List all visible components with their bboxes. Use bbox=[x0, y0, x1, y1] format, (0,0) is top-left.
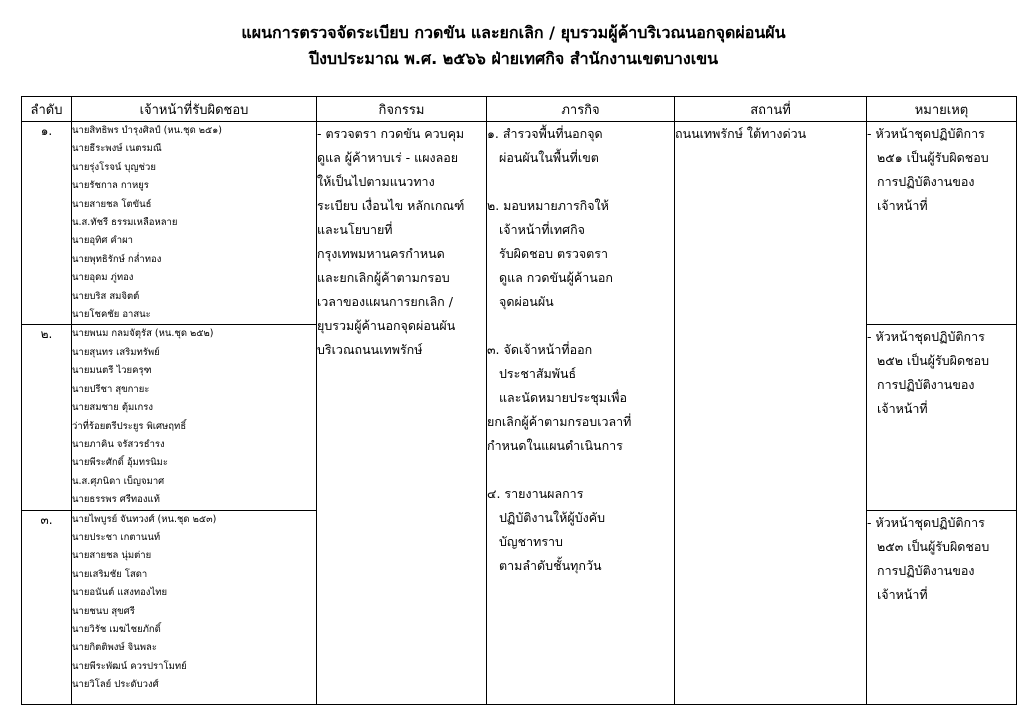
column-header-mission: ภารกิจ bbox=[487, 97, 675, 122]
staff-list bbox=[72, 122, 316, 324]
staff-cell bbox=[72, 122, 317, 325]
staff-name: นายพีระศักดิ์ อุ้มทรนิมะ bbox=[72, 457, 169, 469]
mission-line: ดูแล กวดขันผู้ค้านอก bbox=[499, 270, 613, 285]
mission-line: ๓. จัดเจ้าหน้าที่ออก bbox=[487, 342, 593, 357]
staff-name: นายสุนทร เสริมทรัพย์ bbox=[72, 346, 160, 358]
table-header-row bbox=[22, 97, 1017, 122]
location-cell: ถนนเทพรักษ์ ใต้ทางด่วน bbox=[675, 122, 867, 705]
staff-name: นายไพบูรย์ จันทวงศ์ (หน.ชุด ๒๕๓) bbox=[72, 513, 217, 525]
staff-name: นายบริส สมจิตต์ bbox=[72, 290, 140, 302]
staff-list bbox=[72, 325, 316, 509]
note-cell bbox=[867, 510, 1017, 704]
staff-name: นายสายชล นุ่มต่าย bbox=[72, 550, 152, 562]
note-line: - หัวหน้าชุดปฏิบัติการ bbox=[867, 514, 985, 530]
row-number: ๓. bbox=[22, 510, 72, 704]
mission-line: ปฏิบัติงานให้ผู้บังคับ bbox=[499, 510, 606, 525]
activity-cell bbox=[317, 122, 487, 705]
mission-item bbox=[487, 122, 674, 170]
document-subtitle: ปีงบประมาณ พ.ศ. ๒๕๖๖ ฝ่ายเทศกิจ สำนักงานเขตบางเขน bbox=[308, 49, 719, 68]
activity-line: และนโยบายที่ bbox=[317, 222, 393, 237]
mission-item bbox=[487, 194, 674, 314]
staff-name: น.ส.ทัชรี ธรรมเหลือหลาย bbox=[72, 217, 178, 229]
note-line: เจ้าหน้าที่ bbox=[877, 198, 928, 213]
activity-line: และยกเลิกผู้ค้าตามกรอบ bbox=[317, 270, 450, 285]
staff-name: น.ส.ศุภนิดา เบ็ญจมาศ bbox=[72, 475, 165, 487]
mission-line: บัญชาทราบ bbox=[499, 534, 563, 549]
activity-line: ให้เป็นไปตามแนวทาง bbox=[317, 174, 435, 189]
activity-line: - ตรวจตรา กวดขัน ควบคุม bbox=[317, 126, 465, 141]
staff-name: นายอุทิศ คำผา bbox=[72, 235, 134, 247]
note-line: ๒๕๓ เป็นผู้รับผิดชอบ bbox=[877, 538, 990, 554]
mission-line: ๔. รายงานผลการ bbox=[487, 486, 584, 501]
column-header-activity: กิจกรรม bbox=[317, 97, 487, 122]
staff-name: นายมนตรี ไวยครุฑ bbox=[72, 365, 152, 377]
staff-name: นายปรีชา สุขกายะ bbox=[72, 383, 150, 395]
row-number: ๒. bbox=[22, 325, 72, 510]
mission-line: เจ้าหน้าที่เทศกิจ bbox=[499, 222, 585, 237]
row-number: ๑. bbox=[22, 122, 72, 325]
staff-name: ว่าที่ร้อยตรีประยูร พิเศษฤทธิ์ bbox=[72, 420, 187, 432]
activity-line: ระเบียบ เงื่อนไข หลักเกณฑ์ bbox=[317, 198, 465, 213]
staff-name: นายพีระพัฒน์ ควรปราโมทย์ bbox=[72, 660, 187, 672]
mission-line: ๒. มอบหมายภารกิจให้ bbox=[487, 198, 609, 213]
mission-line: กำหนดในแผนดำเนินการ bbox=[487, 438, 623, 453]
staff-name: นายพนม กลมจัตุรัส (หน.ชุด ๒๕๒) bbox=[72, 328, 214, 340]
mission-line: ผ่อนผันในพื้นที่เขต bbox=[499, 150, 599, 165]
column-header-no: ลำดับ bbox=[22, 97, 72, 122]
staff-name: นายอุดม ภู่ทอง bbox=[72, 272, 134, 284]
table-row bbox=[22, 122, 1017, 325]
activity-line: ดูแล ผู้ค้าหาบเร่ - แผงลอย bbox=[317, 150, 459, 165]
mission-cell bbox=[487, 122, 675, 705]
note-cell bbox=[867, 325, 1017, 510]
mission-line: ยกเลิกผู้ค้าตามกรอบเวลาที่ bbox=[487, 414, 632, 429]
activity-line: เวลาของแผนการยกเลิก / bbox=[317, 294, 453, 309]
mission-line: รับผิดชอบ ตรวจตรา bbox=[499, 246, 609, 261]
mission-line: และนัดหมายประชุมเพื่อ bbox=[499, 390, 628, 405]
note-line: - หัวหน้าชุดปฏิบัติการ bbox=[867, 126, 985, 141]
note-cell bbox=[867, 122, 1017, 325]
mission-item bbox=[487, 338, 674, 458]
note-line: ๒๕๑ เป็นผู้รับผิดชอบ bbox=[877, 150, 989, 165]
staff-name: นายโชคชัย อาสนะ bbox=[72, 309, 151, 321]
mission-line: จุดผ่อนผัน bbox=[499, 294, 554, 309]
staff-name: นายสิทธิพร บำรุงศิลป์ (หน.ชุด ๒๕๑) bbox=[72, 125, 222, 136]
staff-name: นายวิโลย์ ประดับวงศ์ bbox=[72, 679, 159, 691]
column-header-note: หมายเหตุ bbox=[867, 97, 1017, 122]
staff-name: นายเสริมชัย โสดา bbox=[72, 568, 148, 580]
staff-name: นายสายชล โตขันธ์ bbox=[72, 198, 152, 210]
note-line: - หัวหน้าชุดปฏิบัติการ bbox=[867, 329, 985, 345]
column-header-staff: เจ้าหน้าที่รับผิดชอบ bbox=[72, 97, 317, 122]
staff-name: นายประชา เกตานนท์ bbox=[72, 531, 161, 543]
staff-name: นายวิรัช เมฆไชยภักดิ์ bbox=[72, 623, 161, 635]
column-header-location: สถานที่ bbox=[675, 97, 867, 122]
staff-name: นายธรรพร ศรีทองแท้ bbox=[72, 494, 160, 506]
note-line: เจ้าหน้าที่ bbox=[877, 401, 928, 417]
document-title: แผนการตรวจจัดระเบียบ กวดขัน และยกเลิก / ยุบรวมผู้ค้าบริเวณนอกจุดผ่อนผัน bbox=[241, 23, 786, 42]
staff-name: นายภาคิน จรัสวรธำรง bbox=[72, 438, 165, 450]
staff-name: นายรุ่งโรจน์ บุญช่วย bbox=[72, 161, 156, 173]
activity-line: บริเวณถนนเทพรักษ์ bbox=[317, 342, 423, 357]
staff-name: นายชนบ สุขศรี bbox=[72, 605, 135, 617]
plan-table bbox=[21, 96, 1017, 705]
staff-name: นายอนันต์ แสงทองไทย bbox=[72, 587, 168, 599]
note-line: การปฏิบัติงานของ bbox=[877, 174, 975, 189]
staff-name: นายธีระพงษ์ เนตรมณี bbox=[72, 143, 162, 155]
activity-line: กรุงเทพมหานครกำหนด bbox=[317, 246, 445, 261]
activity-line: ยุบรวมผู้ค้านอกจุดผ่อนผัน bbox=[317, 318, 456, 333]
mission-line: ประชาสัมพันธ์ bbox=[499, 366, 577, 381]
staff-list bbox=[72, 511, 316, 695]
staff-name: นายรัชกาล กาหยูร bbox=[72, 180, 149, 192]
staff-name: นายสมชาย ตุ้มเกรง bbox=[72, 402, 153, 414]
note-line: เจ้าหน้าที่ bbox=[877, 586, 928, 602]
staff-name: นายกิตติพงษ์ จินพละ bbox=[72, 642, 157, 654]
note-line: ๒๕๒ เป็นผู้รับผิดชอบ bbox=[877, 353, 990, 369]
staff-cell bbox=[72, 325, 317, 510]
note-line: การปฏิบัติงานของ bbox=[877, 562, 975, 578]
mission-line: ๑. สำรวจพื้นที่นอกจุด bbox=[487, 126, 603, 141]
staff-cell bbox=[72, 510, 317, 704]
mission-line: ตามลำดับชั้นทุกวัน bbox=[499, 558, 602, 573]
staff-name: นายพุทธิรักษ์ กล่ำทอง bbox=[72, 253, 162, 265]
mission-item bbox=[487, 482, 674, 578]
note-line: การปฏิบัติงานของ bbox=[877, 377, 975, 393]
